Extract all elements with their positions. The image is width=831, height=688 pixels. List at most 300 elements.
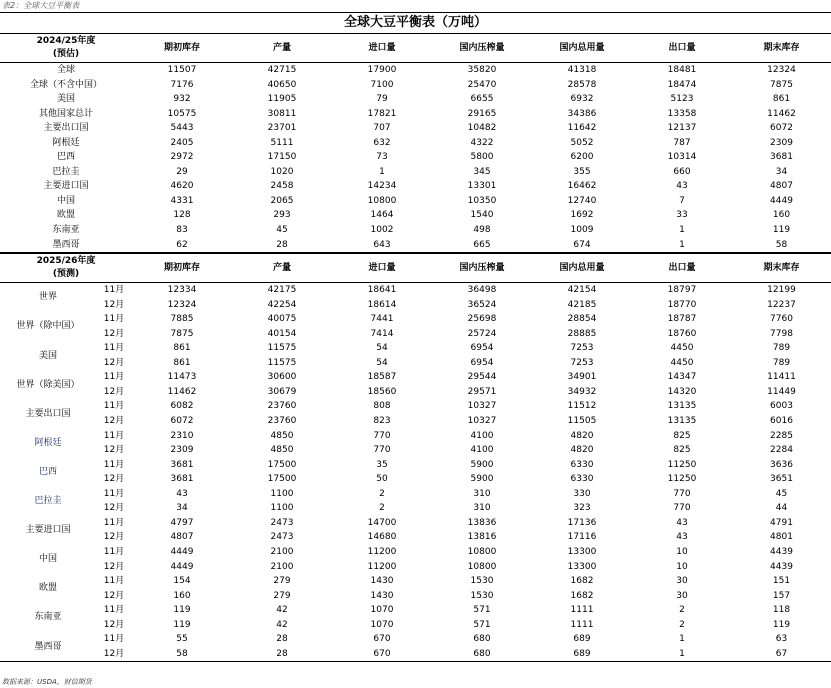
value-cell: 2972 — [170, 152, 194, 163]
value-cell: 18614 — [367, 299, 397, 310]
value-cell: 10575 — [167, 108, 197, 119]
column-header: 期末库存 — [763, 42, 800, 53]
value-cell: 23701 — [267, 123, 297, 134]
table-row — [0, 298, 831, 313]
value-cell: 4850 — [270, 445, 294, 456]
value-cell: 1540 — [470, 210, 494, 221]
value-cell: 45 — [276, 225, 288, 236]
value-cell: 6200 — [570, 152, 594, 163]
value-cell: 7414 — [370, 328, 394, 339]
value-cell: 11575 — [267, 357, 297, 368]
table-row — [0, 327, 831, 342]
value-cell: 17136 — [567, 517, 597, 528]
value-cell: 10800 — [467, 546, 497, 557]
value-cell: 6954 — [470, 357, 494, 368]
value-cell: 6330 — [570, 474, 594, 485]
value-cell: 787 — [673, 137, 691, 148]
value-cell: 4449 — [770, 195, 793, 206]
forecast-month: 11月 — [103, 576, 125, 587]
region-name: 阿根廷 — [52, 137, 80, 148]
value-cell: 23760 — [267, 401, 297, 412]
value-cell: 770 — [673, 503, 691, 514]
value-cell: 680 — [473, 648, 491, 659]
value-cell: 4450 — [670, 343, 694, 354]
region-name: 世界（除中国） — [16, 321, 80, 332]
value-cell: 40154 — [267, 328, 297, 339]
value-cell: 1430 — [370, 576, 394, 587]
value-cell: 10800 — [467, 561, 497, 572]
value-cell: 6016 — [770, 416, 793, 427]
table-row — [0, 516, 831, 531]
value-cell: 154 — [173, 576, 191, 587]
value-cell: 10327 — [467, 416, 497, 427]
value-cell: 4791 — [770, 517, 793, 528]
value-cell: 7798 — [770, 328, 793, 339]
value-cell: 28854 — [567, 314, 597, 325]
value-cell: 6932 — [570, 94, 594, 105]
value-cell: 4620 — [170, 181, 194, 192]
value-cell: 119 — [173, 619, 191, 630]
value-cell: 5900 — [470, 459, 494, 470]
value-cell: 128 — [173, 210, 191, 221]
value-cell: 1002 — [370, 225, 394, 236]
region-name: 墨西哥 — [34, 641, 62, 652]
value-cell: 35 — [376, 459, 388, 470]
season-status: (预测) — [52, 269, 80, 280]
value-cell: 3681 — [170, 474, 194, 485]
value-cell: 14680 — [367, 532, 397, 543]
forecast-month: 12月 — [103, 532, 125, 543]
value-cell: 4322 — [470, 137, 494, 148]
value-cell: 4820 — [570, 445, 594, 456]
value-cell: 30600 — [267, 372, 297, 383]
table-row — [0, 574, 831, 589]
value-cell: 11200 — [367, 546, 397, 557]
value-cell: 789 — [772, 343, 791, 354]
value-cell: 4820 — [570, 430, 594, 441]
value-cell: 25724 — [467, 328, 497, 339]
table-row — [0, 136, 831, 151]
table-row — [0, 179, 831, 194]
value-cell: 23760 — [267, 416, 297, 427]
value-cell: 34 — [176, 503, 188, 514]
value-cell: 770 — [373, 430, 391, 441]
value-cell: 17821 — [367, 108, 397, 119]
value-cell: 11575 — [267, 343, 297, 354]
value-cell: 17116 — [567, 532, 597, 543]
value-cell: 29544 — [467, 372, 497, 383]
value-cell: 17500 — [267, 474, 297, 485]
value-cell: 42185 — [567, 299, 597, 310]
table-row — [0, 414, 831, 429]
value-cell: 12324 — [767, 65, 796, 75]
forecast-month: 12月 — [103, 590, 125, 601]
value-cell: 3651 — [770, 474, 793, 485]
value-cell: 18587 — [367, 372, 397, 383]
region-name: 巴拉圭 — [52, 166, 80, 177]
value-cell: 43 — [676, 517, 688, 528]
value-cell: 29 — [176, 166, 188, 177]
region-name: 巴拉圭 — [34, 496, 62, 507]
value-cell: 2309 — [170, 445, 194, 456]
value-cell: 18474 — [667, 79, 697, 90]
value-cell: 119 — [772, 619, 791, 630]
value-cell: 42715 — [267, 65, 297, 75]
value-cell: 58 — [775, 239, 788, 250]
forecast-month: 11月 — [103, 343, 125, 354]
forecast-month: 11月 — [103, 430, 125, 441]
column-header: 进口量 — [368, 262, 396, 273]
value-cell: 4801 — [770, 532, 793, 543]
table-row — [0, 238, 831, 254]
value-cell: 680 — [473, 634, 491, 645]
value-cell: 825 — [673, 445, 691, 456]
value-cell: 4449 — [170, 561, 194, 572]
value-cell: 42154 — [567, 285, 597, 296]
value-cell: 6072 — [770, 123, 793, 134]
value-cell: 36524 — [467, 299, 497, 310]
forecast-month: 12月 — [103, 561, 125, 572]
value-cell: 62 — [176, 239, 188, 250]
value-cell: 6003 — [770, 401, 793, 412]
value-cell: 643 — [373, 239, 391, 250]
value-cell: 689 — [573, 648, 591, 659]
column-header: 产量 — [272, 262, 291, 273]
value-cell: 2473 — [270, 517, 294, 528]
value-cell: 1070 — [370, 619, 394, 630]
value-cell: 6072 — [170, 416, 194, 427]
value-cell: 73 — [376, 152, 388, 163]
value-cell: 18760 — [667, 328, 697, 339]
value-cell: 43 — [676, 532, 688, 543]
value-cell: 1682 — [570, 590, 594, 601]
value-cell: 119 — [772, 225, 791, 236]
table-row — [0, 472, 831, 487]
forecast-month: 11月 — [103, 314, 125, 325]
value-cell: 40075 — [267, 314, 297, 325]
value-cell: 25698 — [467, 314, 497, 325]
value-cell: 5800 — [470, 152, 494, 163]
value-cell: 54 — [376, 357, 388, 368]
value-cell: 7875 — [770, 79, 793, 90]
value-cell: 29165 — [467, 108, 497, 119]
value-cell: 36498 — [467, 285, 497, 296]
value-cell: 11473 — [167, 372, 197, 383]
value-cell: 345 — [473, 166, 491, 177]
season-year: 2025/26年度 — [36, 256, 96, 267]
forecast-month: 11月 — [103, 372, 125, 383]
forecast-month: 12月 — [103, 445, 125, 456]
value-cell: 1430 — [370, 590, 394, 601]
forecast-month: 12月 — [103, 503, 125, 514]
table-row — [0, 487, 831, 502]
region-name: 巴西 — [38, 466, 57, 477]
value-cell: 4449 — [170, 546, 194, 557]
forecast-month: 12月 — [103, 416, 125, 427]
region-name: 墨西哥 — [52, 239, 80, 250]
figure-caption: 表2：全球大豆平衡表 — [2, 1, 80, 10]
forecast-month: 11月 — [103, 605, 125, 616]
value-cell: 670 — [373, 648, 391, 659]
value-cell: 10327 — [467, 401, 497, 412]
table-row — [0, 194, 831, 209]
value-cell: 18770 — [667, 299, 697, 310]
region-name: 中国 — [56, 195, 75, 206]
value-cell: 18560 — [367, 386, 397, 397]
value-cell: 7253 — [570, 343, 594, 354]
value-cell: 330 — [573, 488, 591, 499]
value-cell: 28 — [276, 634, 288, 645]
value-cell: 1100 — [270, 488, 294, 499]
value-cell: 18641 — [367, 285, 397, 296]
value-cell: 10314 — [667, 152, 697, 163]
value-cell: 4100 — [470, 445, 494, 456]
value-cell: 58 — [176, 648, 188, 659]
forecast-month: 11月 — [103, 546, 125, 557]
value-cell: 10800 — [367, 195, 397, 206]
value-cell: 11462 — [767, 108, 796, 119]
value-cell: 10 — [676, 546, 688, 557]
value-cell: 1530 — [470, 576, 494, 587]
value-cell: 14234 — [367, 181, 397, 192]
region-name: 全球（不含中国） — [29, 79, 102, 90]
table-row — [0, 603, 831, 618]
forecast-month: 12月 — [103, 619, 125, 630]
value-cell: 2 — [379, 503, 385, 514]
value-cell: 2458 — [270, 181, 294, 192]
value-cell: 932 — [173, 94, 191, 105]
value-cell: 4439 — [770, 546, 793, 557]
value-cell: 323 — [573, 503, 591, 514]
value-cell: 44 — [775, 503, 788, 514]
value-cell: 6082 — [170, 401, 194, 412]
table-row — [0, 429, 831, 444]
season-year: 2024/25年度 — [36, 36, 96, 46]
table-row — [0, 501, 831, 516]
value-cell: 35820 — [467, 65, 497, 75]
value-cell: 63 — [775, 634, 788, 645]
region-name: 东南亚 — [34, 612, 62, 623]
value-cell: 4439 — [770, 561, 793, 572]
column-header: 出口量 — [668, 262, 696, 273]
value-cell: 11462 — [167, 386, 197, 397]
value-cell: 2100 — [270, 546, 294, 557]
section1-season-label — [0, 34, 132, 63]
value-cell: 674 — [573, 239, 591, 250]
region-name: 全球 — [56, 65, 75, 75]
value-cell: 5900 — [470, 474, 494, 485]
value-cell: 2 — [679, 619, 685, 630]
forecast-month: 12月 — [103, 357, 125, 368]
value-cell: 7 — [679, 195, 685, 206]
table-row — [0, 545, 831, 560]
region-name: 主要出口国 — [43, 123, 89, 134]
forecast-month: 12月 — [103, 474, 125, 485]
value-cell: 28885 — [567, 328, 597, 339]
value-cell: 11512 — [567, 401, 597, 412]
value-cell: 6330 — [570, 459, 594, 470]
table-row — [0, 208, 831, 223]
value-cell: 13135 — [667, 401, 697, 412]
table-row — [0, 121, 831, 136]
value-cell: 2100 — [270, 561, 294, 572]
table-row — [0, 107, 831, 122]
value-cell: 13301 — [467, 181, 497, 192]
value-cell: 861 — [173, 357, 191, 368]
section2-header-row — [0, 253, 831, 283]
value-cell: 42 — [276, 605, 288, 616]
value-cell: 11250 — [667, 459, 697, 470]
region-name: 其他国家总计 — [38, 108, 93, 119]
forecast-month: 11月 — [103, 517, 125, 528]
value-cell: 1530 — [470, 590, 494, 601]
value-cell: 11449 — [767, 386, 796, 397]
value-cell: 18481 — [667, 65, 697, 75]
region-name: 欧盟 — [38, 583, 57, 594]
value-cell: 5052 — [570, 137, 594, 148]
value-cell: 42175 — [267, 285, 297, 296]
value-cell: 43 — [176, 488, 188, 499]
value-cell: 2285 — [770, 430, 793, 441]
value-cell: 1 — [679, 239, 685, 250]
column-header: 国内总用量 — [559, 262, 605, 273]
value-cell: 30679 — [267, 386, 297, 397]
value-cell: 12199 — [767, 285, 796, 296]
value-cell: 28 — [276, 239, 288, 250]
value-cell: 17900 — [367, 65, 397, 75]
value-cell: 50 — [376, 474, 388, 485]
value-cell: 7100 — [370, 79, 394, 90]
region-name: 世界（除美国） — [16, 379, 80, 390]
forecast-month: 12月 — [103, 648, 125, 659]
value-cell: 3636 — [770, 459, 793, 470]
value-cell: 12237 — [767, 299, 796, 310]
value-cell: 25470 — [467, 79, 497, 90]
value-cell: 1682 — [570, 576, 594, 587]
value-cell: 7253 — [570, 357, 594, 368]
value-cell: 1 — [679, 648, 685, 659]
table-row — [0, 356, 831, 371]
value-cell: 11200 — [367, 561, 397, 572]
region-name: 主要进口国 — [43, 181, 89, 192]
forecast-month: 11月 — [103, 401, 125, 412]
table-row — [0, 370, 831, 385]
value-cell: 5123 — [670, 94, 694, 105]
value-cell: 28 — [276, 648, 288, 659]
value-cell: 33 — [676, 210, 688, 221]
value-cell: 861 — [173, 343, 191, 354]
value-cell: 1464 — [370, 210, 394, 221]
value-cell: 67 — [775, 648, 788, 659]
forecast-month: 11月 — [103, 285, 125, 296]
value-cell: 3681 — [170, 459, 194, 470]
value-cell: 10 — [676, 561, 688, 572]
value-cell: 30 — [676, 590, 688, 601]
section1-header-row — [0, 34, 831, 63]
value-cell: 355 — [573, 166, 591, 177]
value-cell: 11505 — [567, 416, 597, 427]
region-name: 欧盟 — [56, 210, 75, 221]
value-cell: 4850 — [270, 430, 294, 441]
value-cell: 43 — [676, 181, 688, 192]
value-cell: 825 — [673, 430, 691, 441]
forecast-month: 11月 — [103, 634, 125, 645]
value-cell: 2473 — [270, 532, 294, 543]
value-cell: 4807 — [770, 181, 793, 192]
value-cell: 4797 — [170, 517, 194, 528]
value-cell: 4100 — [470, 430, 494, 441]
soybean-balance-table — [0, 33, 831, 662]
value-cell: 670 — [373, 634, 391, 645]
value-cell: 293 — [273, 210, 291, 221]
value-cell: 14320 — [667, 386, 697, 397]
value-cell: 571 — [473, 605, 491, 616]
value-cell: 34 — [775, 166, 788, 177]
table-row — [0, 150, 831, 165]
value-cell: 11905 — [267, 94, 297, 105]
value-cell: 2309 — [770, 137, 793, 148]
value-cell: 13816 — [467, 532, 497, 543]
value-cell: 1 — [679, 225, 685, 236]
table-row — [0, 530, 831, 545]
value-cell: 2065 — [270, 195, 294, 206]
value-cell: 2 — [379, 488, 385, 499]
value-cell: 4807 — [170, 532, 194, 543]
value-cell: 10350 — [467, 195, 497, 206]
value-cell: 6954 — [470, 343, 494, 354]
table-row — [0, 312, 831, 327]
season-status: (预估) — [52, 49, 80, 59]
region-name: 中国 — [38, 554, 57, 565]
table-row — [0, 399, 831, 414]
value-cell: 7885 — [170, 314, 194, 325]
table-row — [0, 632, 831, 647]
value-cell: 119 — [173, 605, 191, 616]
value-cell: 707 — [373, 123, 391, 134]
value-cell: 16462 — [567, 181, 597, 192]
value-cell: 30 — [676, 576, 688, 587]
value-cell: 11250 — [667, 474, 697, 485]
column-header: 期末库存 — [763, 262, 800, 273]
value-cell: 17150 — [267, 152, 297, 163]
region-name: 主要出口国 — [25, 408, 71, 419]
value-cell: 823 — [373, 416, 391, 427]
value-cell: 11642 — [567, 123, 597, 134]
value-cell: 498 — [473, 225, 491, 236]
value-cell: 861 — [772, 94, 791, 105]
value-cell: 12137 — [667, 123, 697, 134]
value-cell: 40650 — [267, 79, 297, 90]
value-cell: 3681 — [770, 152, 793, 163]
value-cell: 4450 — [670, 357, 694, 368]
table-row — [0, 92, 831, 107]
value-cell: 2284 — [770, 445, 793, 456]
value-cell: 10482 — [467, 123, 497, 134]
forecast-month: 11月 — [103, 459, 125, 470]
value-cell: 118 — [772, 605, 791, 616]
table-row — [0, 385, 831, 400]
table-title: 全球大豆平衡表（万吨） — [343, 15, 487, 30]
value-cell: 2310 — [170, 430, 194, 441]
value-cell: 7176 — [170, 79, 194, 90]
value-cell: 279 — [273, 590, 291, 601]
table-row — [0, 165, 831, 180]
value-cell: 5111 — [270, 137, 294, 148]
value-cell: 1692 — [570, 210, 594, 221]
value-cell: 4331 — [170, 195, 194, 206]
column-header: 国内压榨量 — [459, 42, 505, 53]
value-cell: 29571 — [467, 386, 497, 397]
